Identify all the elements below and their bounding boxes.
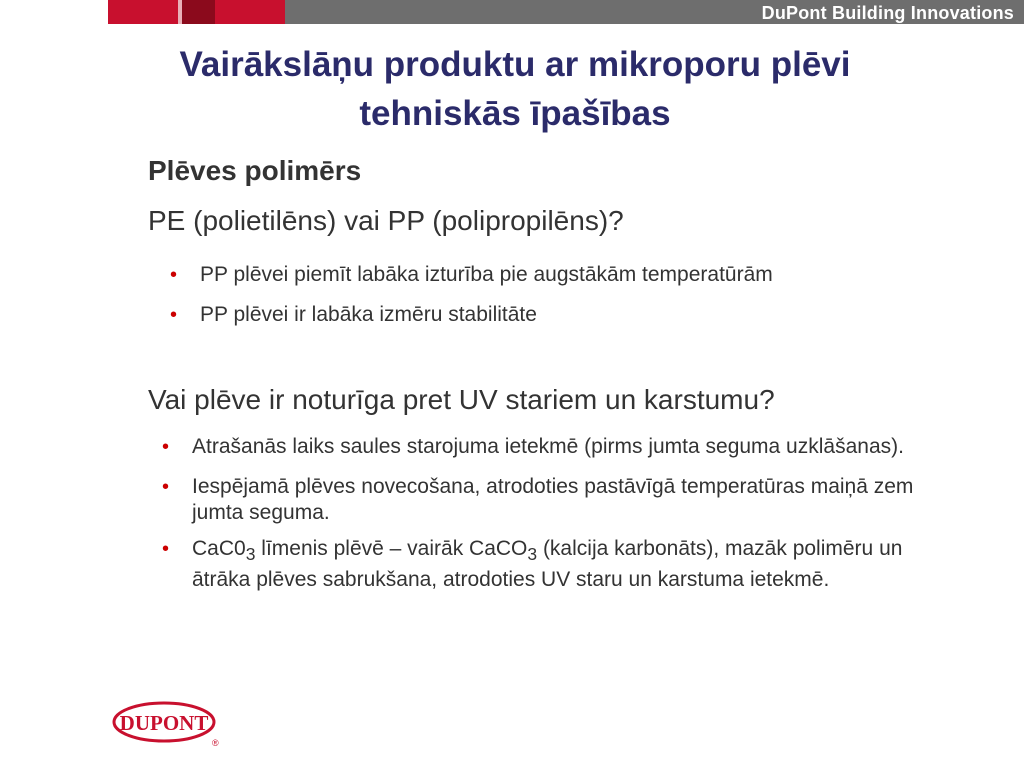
bar-segment-white (0, 0, 108, 24)
bullet-marker: • (162, 538, 170, 560)
bullet-text: Atrašanās laiks saules starojuma ietekmē (pirms jumta seguma uzklāšanas). (192, 435, 904, 458)
list-item (162, 536, 927, 593)
subscript: 3 (245, 544, 256, 565)
question-pe-pp: PE (polietilēns) vai PP (polipropilēns)? (148, 205, 624, 236)
bullet-text-caco3 (192, 537, 902, 591)
bullet-text: PP plēvei piemīt labāka izturība pie augstākām temperatūrām (200, 263, 773, 286)
bullet-marker: • (170, 264, 178, 286)
bar-segment-red (108, 0, 178, 24)
slide-title (120, 40, 910, 138)
bullet-list-pp (170, 262, 920, 328)
question-uv-heat: Vai plēve ir noturīga pret UV stariem un karstumu? (148, 384, 775, 415)
bullet-text: PP plēvei ir labāka izmēru stabilitāte (200, 303, 537, 326)
bullet-marker: • (162, 436, 170, 458)
bar-segment-red-2 (215, 0, 285, 24)
list-item (162, 474, 927, 526)
list-item (162, 434, 927, 460)
dupont-oval-logo-icon (112, 700, 222, 755)
brand-text: DuPont Building Innovations (761, 3, 1014, 23)
dupont-logo-svg (112, 700, 222, 750)
section-heading-polymer: Plēves polimērs (148, 155, 362, 186)
list-item (170, 302, 920, 328)
logo-text: DUPONT (119, 711, 209, 735)
bar-segment-dark-red (182, 0, 215, 24)
list-item (170, 262, 920, 288)
text-part: līmenis plēvē – vairāk CaCO (255, 537, 528, 560)
logo-registered-mark: ® (212, 738, 219, 748)
slide-title-line2: tehniskās īpašības (359, 94, 671, 133)
text-part: (kalcija karbonāts), mazāk polimēru un ātrāka plēves sabrukšana, atrodoties UV staru un karstuma ietekmē. (192, 537, 903, 592)
text-part: CaC0 (192, 537, 246, 560)
top-brand-bar (0, 0, 1024, 24)
slide-title-line1: Vairākslāņu produktu ar mikroporu plēvi (179, 45, 851, 84)
subscript: 3 (527, 544, 538, 565)
bullet-marker: • (162, 476, 170, 498)
bullet-marker: • (170, 304, 178, 326)
bullet-text: Iespējamā plēves novecošana, atrodoties pastāvīgā temperatūras maiņā zem jumta seguma. (192, 475, 914, 524)
bullet-list-uv (162, 434, 927, 593)
